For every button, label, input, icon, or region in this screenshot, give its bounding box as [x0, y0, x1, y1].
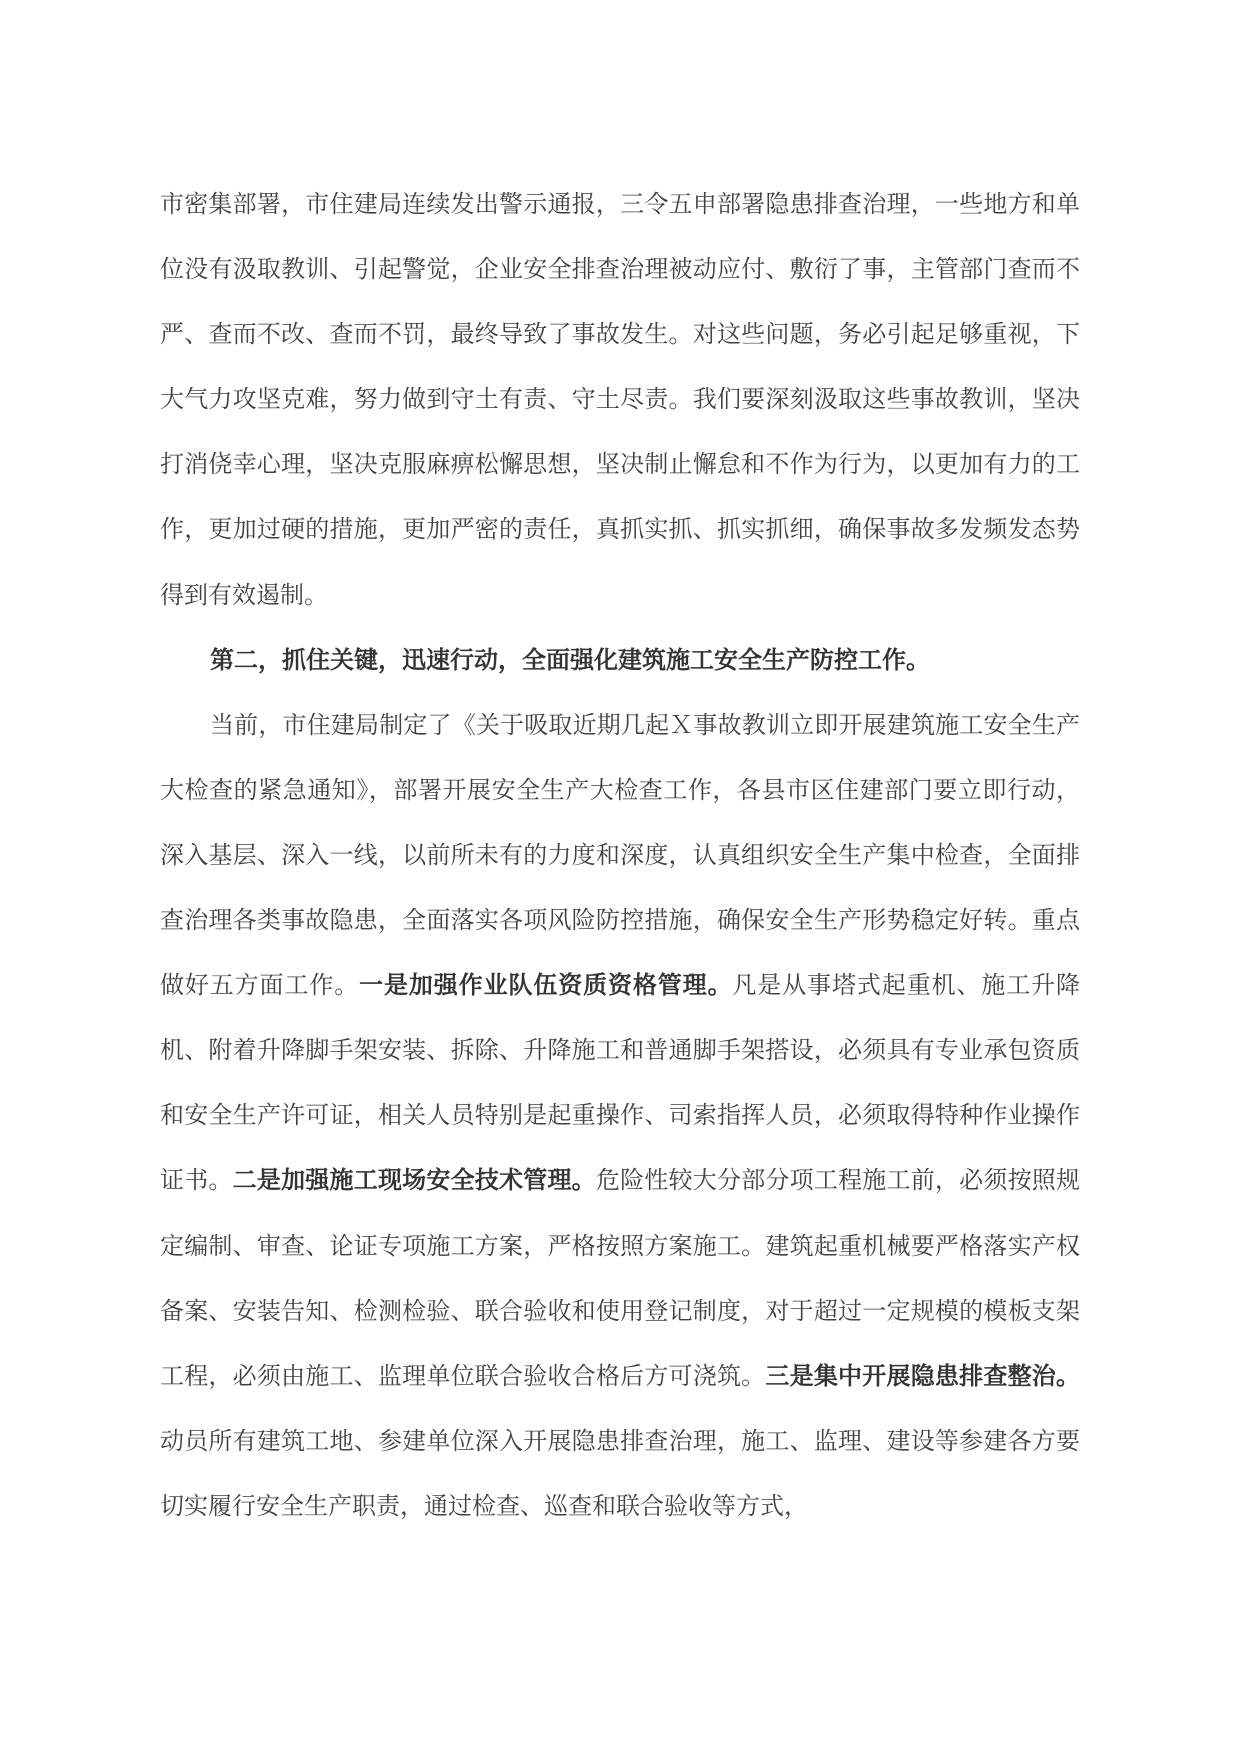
paragraph-accident-lessons: 市密集部署，市住建局连续发出警示通报，三令五申部署隐患排查治理，一些地方和单位没有汲取教训、引起警觉，企业安全排查治理被动应付、敷衍了事，主管部门查而不严、查而不改、查而不罚，最终导致了事故发生。对这些问题，务必引起足够重视，下大气力攻坚克难，努力做到守土有责、守土尽责。我们要深刻汲取这些事故教训，坚决打消侥幸心理，坚决克服麻痹松懈思想，坚决制止懈怠和不作为行为，以更加有力的工作，更加过硬的措施，更加严密的责任，真抓实抓、抓实抓细，确保事故多发频发态势得到有效遏制。 [160, 190, 1080, 609]
item-two-title: 二是加强施工现场安全技术管理。 [232, 1166, 596, 1195]
section-heading-second: 第二，抓住关键，迅速行动，全面强化建筑施工安全生产防控工作。 [210, 645, 930, 674]
item-two-text: 危险性较大分部分项工程施工前，必须按照规定编制、审查、论证专项施工方案，严格按照方案施工。建筑起重机械要严格落实产权备案、安装告知、检测检验、联合验收和使用登记制度，对于超过一定规模的模板支架工程，必须由施工、监理单位联合验收合格后方可浇筑。 [160, 1166, 1081, 1390]
item-three-text: 动员所有建筑工地、参建单位深入开展隐患排查治理，施工、监理、建设等参建各方要切实履行安全生产职责，通过检查、巡查和联合验收等方式， [160, 1426, 1080, 1520]
paragraph-intro-text: 当前，市住建局制定了《关于吸取近期几起Ｘ事故教训立即开展建筑施工安全生产大检查的紧急通知》，部署开展安全生产大检查工作，各县市区住建部门要立即行动，深入基层、深入一线，以前所未有的力度和深度，认真组织安全生产集中检查，全面排查治理各类事故隐患，全面落实各项风险防控措施，确保安全生产形势稳定好转。重点做好五方面工作。 [160, 710, 1080, 1000]
item-one-title: 一是加强作业队伍资质资格管理。 [359, 971, 733, 1000]
paragraph-key-measures [160, 693, 1080, 1539]
item-one-text: 凡是从事塔式起重机、施工升降机、附着升降脚手架安装、拆除、升降施工和普通脚手架搭设，必须具有专业承包资质和安全生产许可证，相关人员特别是起重操作、司索指挥人员，必须取得特种作业操作证书。 [160, 971, 1081, 1195]
item-three-title: 三是集中开展隐患排查整治。 [765, 1361, 1081, 1390]
document-body [160, 172, 1080, 1539]
